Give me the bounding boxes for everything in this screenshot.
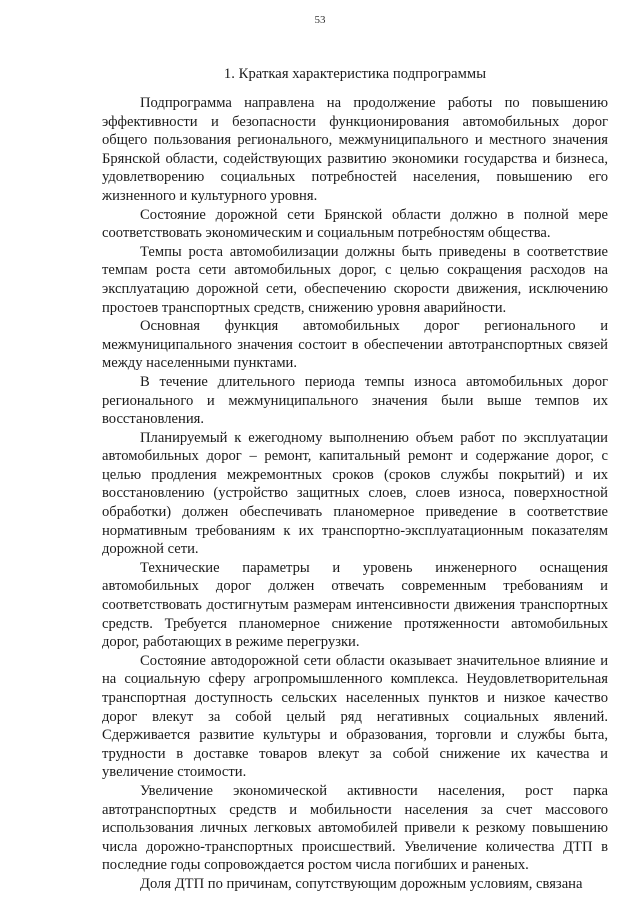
- paragraph: Основная функция автомобильных дорог регионального и межмуниципального значения состоит в обеспечении автотранспортных связей между населенными пунктами.: [102, 318, 608, 372]
- paragraph: Состояние дорожной сети Брянской области должно в полной мере соответствовать экономическим и социальным потребностям общества.: [102, 206, 608, 242]
- paragraph: Подпрограмма направлена на продолжение работы по повышению эффективности и безопасности функционирования автомобильных дорог общего пользования регионального, межмуниципального и местного значения Брянской области, содействующих развитию экономики государства и бизнеса, удовлетворению социальных потребностей населения, повышению его жизненного и культурного уровня.: [102, 95, 608, 204]
- document-body: [102, 94, 608, 894]
- page-number: 53: [314, 14, 326, 26]
- paragraph: Увеличение экономической активности населения, рост парка автотранспортных средств и мобильности населения за счет массового использования личных легковых автомобилей привели к резкому повышению числа дорожно-транспортных происшествий. Увеличение количества ДТП в последние годы сопровождается ростом числа погибших и раненых.: [102, 782, 608, 874]
- paragraph: В течение длительного периода темпы износа автомобильных дорог регионального и межмуниципального значения были выше темпов их восстановления.: [102, 373, 608, 428]
- paragraph: Состояние автодорожной сети области оказывает значительное влияние и на социальную сферу агропромышленного комплекса. Неудовлетворительная транспортная доступность сельских населенных пунктов и низкое качество дорог влекут за собой целый ряд негативных социальных явлений. Сдерживается развитие культуры и образования, торговли и службы быта, трудности в доставке товаров влекут за собой снижение их качества и увеличение стоимости.: [102, 652, 608, 781]
- paragraph: Технические параметры и уровень инженерного оснащения автомобильных дорог должен отвечать современным требованиям и соответствовать достигнутым размерам интенсивности движения транспортных средств. Требуется планомерное снижение протяженности автомобильных дорог, работающих в режиме перегрузки.: [102, 559, 608, 651]
- paragraph: Доля ДТП по причинам, сопутствующим дорожным условиям, связана: [140, 875, 583, 892]
- section-title: 1. Краткая характеристика подпрограммы: [223, 66, 487, 82]
- paragraph: Темпы роста автомобилизации должны быть приведены в соответствие темпам роста сети автомобильных дорог, с целью сокращения расходов на эксплуатацию дорожной сети, обеспечению скорости движения, исключению простоев транспортных средств, снижению уровня аварийности.: [102, 243, 608, 316]
- paragraph: Планируемый к ежегодному выполнению объем работ по эксплуатации автомобильных дорог – ремонт, капитальный ремонт и содержание дорог, с целью продления межремонтных сроков (сроков службы покрытий) и их восстановлению (устройство защитных слоев, слоев износа, поверхностной обработки) должен обеспечивать планомерное приведение в соответствие нормативным требованиям к их транспортно-эксплуатационным показателям дорожной сети.: [102, 429, 608, 558]
